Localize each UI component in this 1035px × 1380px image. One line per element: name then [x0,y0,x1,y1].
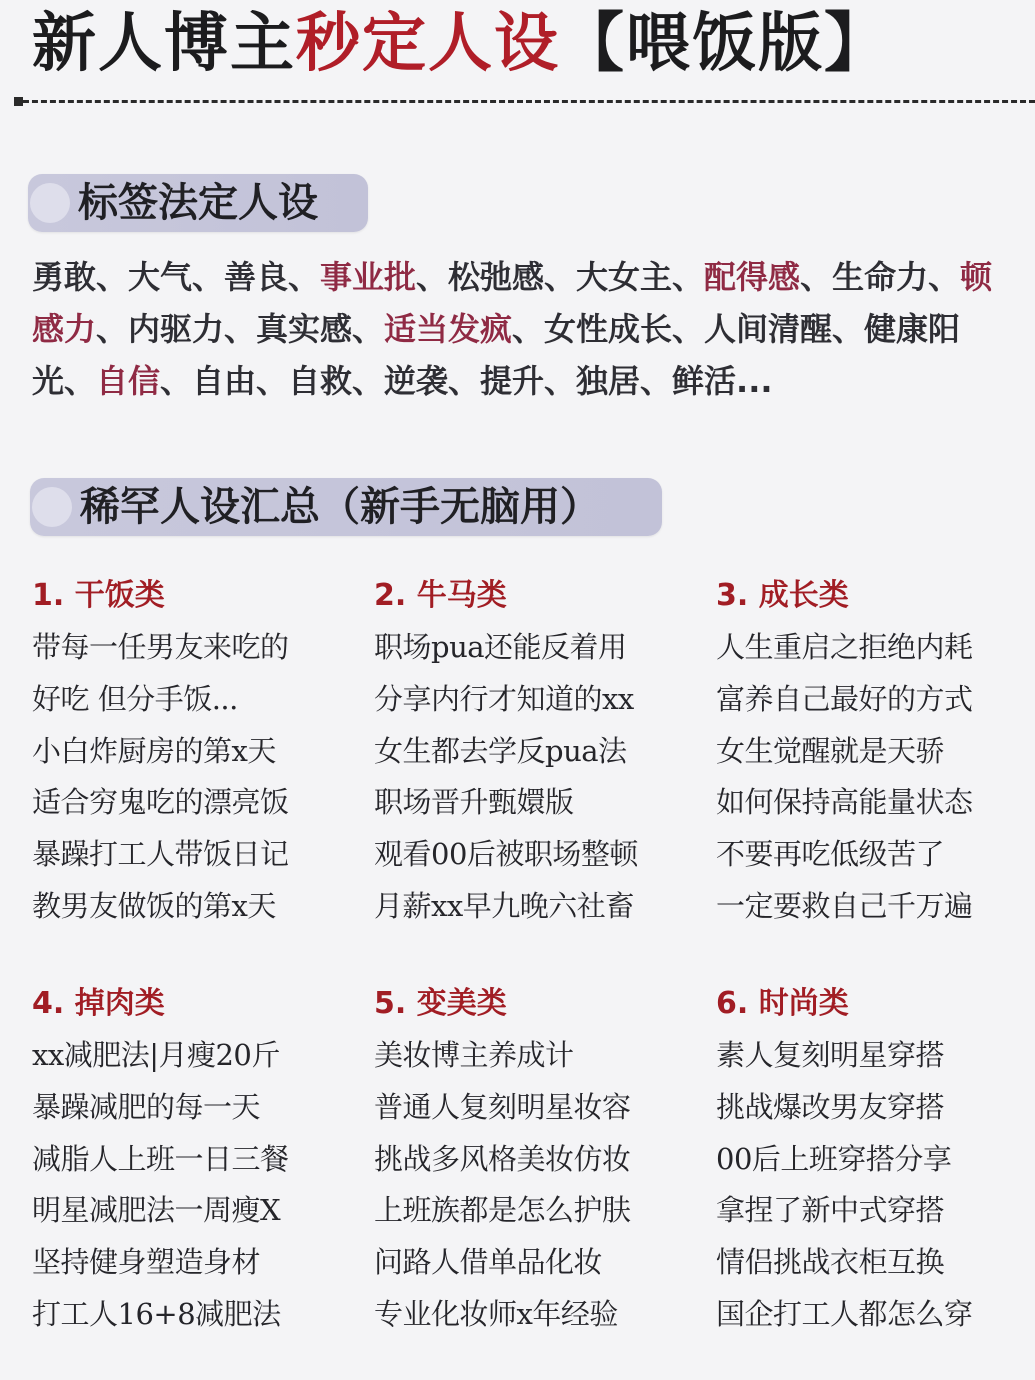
category-item: 适合穷鬼吃的漂亮饭 [32,785,289,820]
tag-text: 、女性成长、人间清醒、健康阳光、 [32,310,961,400]
category-title: 2. 牛马类 [374,578,507,613]
title-part-3: 【喂饭版】 [560,7,890,81]
category-item: 情侣挑战衣柜互换 [716,1245,945,1280]
tag-text: 勇敢、大气、善良、 [32,258,321,296]
category-item: 带每一任男友来吃的 [32,630,289,664]
category-title: 4. 掉肉类 [32,986,165,1021]
category-item: 女生都去学反pua法 [374,733,627,768]
category-column [32,978,352,1341]
highlighted-tag: 顿感力 [32,258,993,348]
category-title: 3. 成长类 [716,578,849,613]
category-column [716,570,1035,933]
category-item: 富养自己最好的方式 [716,681,973,716]
section-heading-rare-personas [30,478,662,536]
category-item: 月薪xx早九晚六社畜 [374,888,634,923]
category-item: 上班族都是怎么护肤 [374,1193,631,1228]
tag-text: 、生命力、 [800,258,961,296]
category-title: 6. 时尚类 [716,986,849,1021]
highlighted-tag: 适当发疯 [384,310,513,348]
category-item: 教男友做饭的第x天 [32,888,276,923]
category-item: 坚持健身塑造身材 [32,1245,261,1280]
category-item: 普通人复刻明星妆容 [374,1089,631,1124]
category-title: 1. 干饭类 [32,578,165,613]
title-part-2-accent: 秒定人设 [296,7,560,81]
category-item: 如何保持高能量状态 [716,785,973,820]
category-item: 减脂人上班一日三餐 [32,1141,289,1176]
category-column [374,978,694,1341]
category-item: 观看00后被职场整顿 [374,837,638,872]
category-item: 暴躁减肥的每一天 [32,1089,261,1124]
title-part-1: 新人博主 [32,7,296,81]
category-item: 好吃 但分手饭... [32,681,238,716]
dashed-divider [14,100,1035,103]
category-item: 国企打工人都怎么穿 [716,1296,973,1331]
category-title: 5. 变美类 [374,986,507,1021]
highlighted-tag: 事业批 [320,258,417,296]
category-item: 挑战多风格美妆仿妆 [374,1141,631,1176]
category-item: 明星减肥法一周瘦X [32,1193,281,1228]
highlighted-tag: 配得感 [704,258,801,296]
category-item: xx减肥法|月瘦20斤 [32,1038,280,1072]
page-title [32,2,890,86]
highlighted-tag: 自信 [96,362,161,400]
pill-circle-decoration [32,487,72,527]
pill-circle-decoration [30,183,70,223]
category-item: 暴躁打工人带饭日记 [32,837,289,872]
category-item: 素人复刻明星穿搭 [716,1038,945,1072]
category-item: 人生重启之拒绝内耗 [716,630,973,664]
category-item: 00后上班穿搭分享 [716,1141,952,1176]
category-item: 打工人16+8减肥法 [32,1296,281,1331]
category-item: 女生觉醒就是天骄 [716,733,945,768]
category-item: 问路人借单品化妆 [374,1245,603,1280]
category-column [716,978,1035,1341]
category-item: 一定要救自己千万遍 [716,888,973,923]
category-column [32,570,352,933]
tag-list-paragraph [32,251,1022,407]
category-item: 职场晋升甄嬛版 [374,785,574,820]
section-heading-label: 稀罕人设汇总（新手无脑用） [80,484,600,530]
tag-text: 、松弛感、大女主、 [416,258,705,296]
category-item: 美妆博主养成计 [374,1038,574,1072]
category-item: 专业化妆师x年经验 [374,1296,618,1331]
category-item: 小白炸厨房的第x天 [32,733,276,768]
category-column [374,570,694,933]
tag-text: 、自由、自救、逆袭、提升、独居、鲜活... [160,362,773,400]
category-item: 挑战爆改男友穿搭 [716,1089,945,1124]
category-item: 拿捏了新中式穿搭 [716,1193,945,1228]
tag-text: 、内驱力、真实感、 [96,310,385,348]
section-heading-tag-method [28,174,368,232]
section-heading-label: 标签法定人设 [78,180,318,226]
category-item: 职场pua还能反着用 [374,630,627,664]
category-item: 分享内行才知道的xx [374,681,634,716]
category-item: 不要再吃低级苦了 [716,837,945,872]
